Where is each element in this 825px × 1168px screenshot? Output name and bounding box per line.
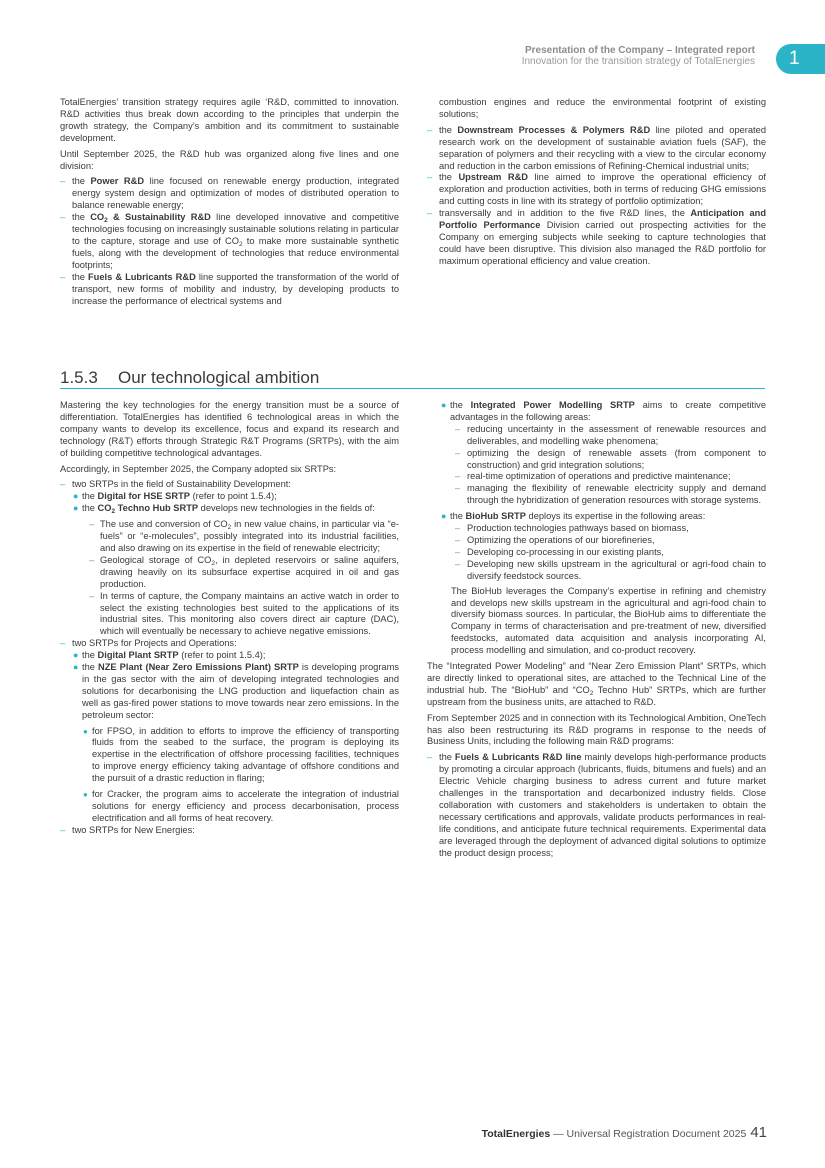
header-title: Presentation of the Company – Integrated report — [524, 45, 755, 56]
list-item: – reducing uncertainty in the assessment of renewable resources and deliverables, and modelling wake phenomena; — [455, 423, 766, 446]
list-item: – the Power R&D line focused on renewable energy production, integrated energy system design and optimization of modes of distributed operation to balance renewable energy; — [60, 176, 399, 211]
list-item: – Geological storage of $CO_2$, in depleted reservoirs or saline aquifers, drawing heavily on its subsurface expertise acquired in oil and gas production. — [89, 554, 400, 589]
list-item: ● the Integrated Power Modelling SRTP aims to create competitive advantages in the following areas: — [441, 400, 767, 422]
section-number: 1.5.3 — [60, 368, 98, 387]
srtp-attachment-paragraph: The “Integrated Power Modeling” and “Near Zero Emission Plant” SRTPs, which are directly linked to operational sites, are attached to the Technical Line of the industrial hub. The “BioHub” and “$CO_2$ Techno Hub” SRTPs, which are further upstream from the business units, are attached to R&D. — [427, 661, 766, 707]
footer-brand: TotalEnergies — [481, 1128, 551, 1140]
section-heading — [60, 368, 765, 389]
top-left-column — [60, 97, 399, 307]
list-item: – Developing new skills upstream in the agricultural or agri-food chain to diversify feedstock sources. — [455, 558, 766, 581]
list-item: – the Fuels & Lubricants R&D line mainly develops high-performance products by promoting a circular approach (lubricants, fluids, bitumens and fuels) and an Electric Vehicle charging business to adress current and future market challenges in the transportation and decarbonized industry fields. Close collaboration with customers and stakeholders is undertaken to obtain the necessary certifications and approvals, validate products performances in real-life conditions, and anticipate future technical requirements. Experimental data are leveraged through the deployment of advanced digital solutions to optimize the product design process; — [427, 752, 766, 858]
header-subtitle: Innovation for the transition strategy of TotalEnergies — [521, 56, 755, 67]
footer-doc-title: — Universal Registration Document 2025 — [550, 1128, 747, 1140]
ambition-paragraph: Mastering the key technologies for the energy transition must be a source of differentiation. TotalEnergies has identified 6 technological areas in which the company wants to develop its excellence, focus and expand its research and technology (R&T) efforts through Strategic R&T Programs (SRTPs), with the aim of building competitive technological advantages. — [60, 400, 399, 458]
list-item: ● for FPSO, in addition to efforts to improve the efficiency of transporting fluids from the seabed to the surface, the program is deploying its expertise in the electrification of offshore processing facilities, techniques to improve energy efficiency taking advantage of offshore conditions and the pursuit of a drastic reduction in flaring; — [83, 725, 399, 784]
list-item: – The use and conversion of $CO_2$ in new value chains, in particular via “e-fuels” or “e-molecules”, possibly integrated into its industrial facilities, and also drawing on its expertise in the field of renewable electricity; — [89, 519, 400, 553]
list-item: – Developing co-processing in our existing plants, — [455, 546, 664, 557]
chapter-tab: 1 — [776, 44, 825, 74]
bottom-right-column — [427, 400, 766, 860]
list-item: – the $CO_2$ & Sustainability R&D line developed innovative and competitive technologies focusing on increasingly sustainable solutions relating in particular to the capture, storage and use of $CO_2$ to make more sustainable synthetic fuels, along with the development of technologies that reduce environmental footprints; — [60, 212, 399, 270]
list-item: – the Upstream R&D line aimed to improve the operational efficiency of exploration and production activities, both in terms of reducing GHG emissions and cutting costs in line with its strategy of portfolio optimization; — [427, 172, 767, 207]
list-item: – transversally and in addition to the five R&D lines, the Anticipation and Portfolio Performance Division carried out prospecting activities for the Company on emerging subjects while seeking to capture technologies that could have been disruptive. This division also managed the R&D portfolio for maximum operational efficiency and value creation. — [427, 208, 766, 266]
list-item: ● the BioHub SRTP deploys its expertise in the following areas: — [441, 511, 706, 522]
list-item: ● for Cracker, the program aims to accelerate the integration of industrial solutions for energy efficiency and process decarbonisation, process electrification and all forms of heat recovery. — [83, 789, 399, 823]
list-item: – two SRTPs in the field of Sustainability Development: — [60, 479, 291, 490]
list-item: – Production technologies pathways based on biomass, — [455, 523, 689, 534]
list-item: – real-time optimization of operations and predictive maintenance; — [455, 471, 731, 482]
list-item: – two SRTPs for New Energies: — [60, 824, 195, 835]
list-item: – the Downstream Processes & Polymers R&D line piloted and operated research work on the development of sustainable aviation fuels (SAF), the separation of polymers and their recycling with a view to the circular economy and reduction in the carbon emissions of Refining-Chemical industrial units; — [427, 124, 766, 171]
list-item: ● the Digital for HSE SRTP (refer to point 1.5.4); — [73, 491, 277, 502]
adopted-paragraph: Accordingly, in September 2025, the Company adopted six SRTPs: — [60, 463, 337, 474]
biohub-paragraph: The BioHub leverages the Company’s expertise in refining and chemistry and develops new skills upstream in the agricultural and agri-food chain to diversify biomass sources. In particular, the BioHub aims to differentiate the Company in terms of characterisation and pre-treatment of new, diversified feedstocks, automated data acquisition and analysis incorporating AI, process modelling and simulation, and co-product recovery. — [451, 585, 766, 656]
list-item: ● the $CO_2$ Techno Hub SRTP develops new technologies in the fields of: — [73, 503, 375, 516]
list-item: – managing the flexibility of renewable electricity supply and demand through the hybridization of generation resources with storage systems. — [455, 483, 766, 506]
page-number: 41 — [750, 1124, 767, 1141]
list-item: ● the NZE Plant (Near Zero Emissions Plant) SRTP is developing programs in the gas sector with the aim of developing integrated technologies and solutions for decarbonising the LNG production and liquefaction chain as well as gas-fired power stations to move towards near zero emissions. In the petroleum sector: — [73, 662, 399, 720]
onetech-paragraph: From September 2025 and in connection with its Technological Ambition, OneTech has also been restructuring its R&D programs in response to the needs of Business Units, including the following main R&D programs: — [427, 712, 766, 747]
list-item: – Optimizing the operations of our biorefineries, — [455, 534, 655, 545]
page-footer — [482, 1124, 767, 1141]
list-item: – optimizing the design of renewable assets (from component to construction) and grid integration solutions; — [455, 447, 766, 470]
list-item: – the Fuels & Lubricants R&D line supported the transformation of the world of transport, new forms of mobility and industry, by developing products to increase the performance of electrical systems and — [60, 271, 399, 306]
top-right-column — [427, 97, 766, 268]
until-paragraph: Until September 2025, the R&D hub was organized along five lines and one division: — [60, 148, 399, 171]
list-item: – two SRTPs for Projects and Operations: — [60, 638, 237, 649]
intro-paragraph: TotalEnergies’ transition strategy requires agile ‘R&D, committed to innovation. R&D activities thus break down according to the principles that underpin the growth strategy, the Company’s ambition and its commitment to sustainable development. — [60, 97, 399, 143]
section-title: Our technological ambition — [118, 368, 320, 387]
list-item: – In terms of capture, the Company maintains an active watch in order to select the existing technologies best suited to the applications of its industrial sites. This monitoring also covers direct air capture (DAC), which will eventually be necessary to achieve negative emissions. — [89, 590, 399, 637]
bottom-left-column — [60, 400, 399, 837]
continued-text: combustion engines and reduce the environmental footprint of existing solutions; — [439, 97, 766, 119]
running-header — [522, 45, 755, 67]
list-item: ● the Digital Plant SRTP (refer to point 1.5.4); — [73, 650, 266, 661]
